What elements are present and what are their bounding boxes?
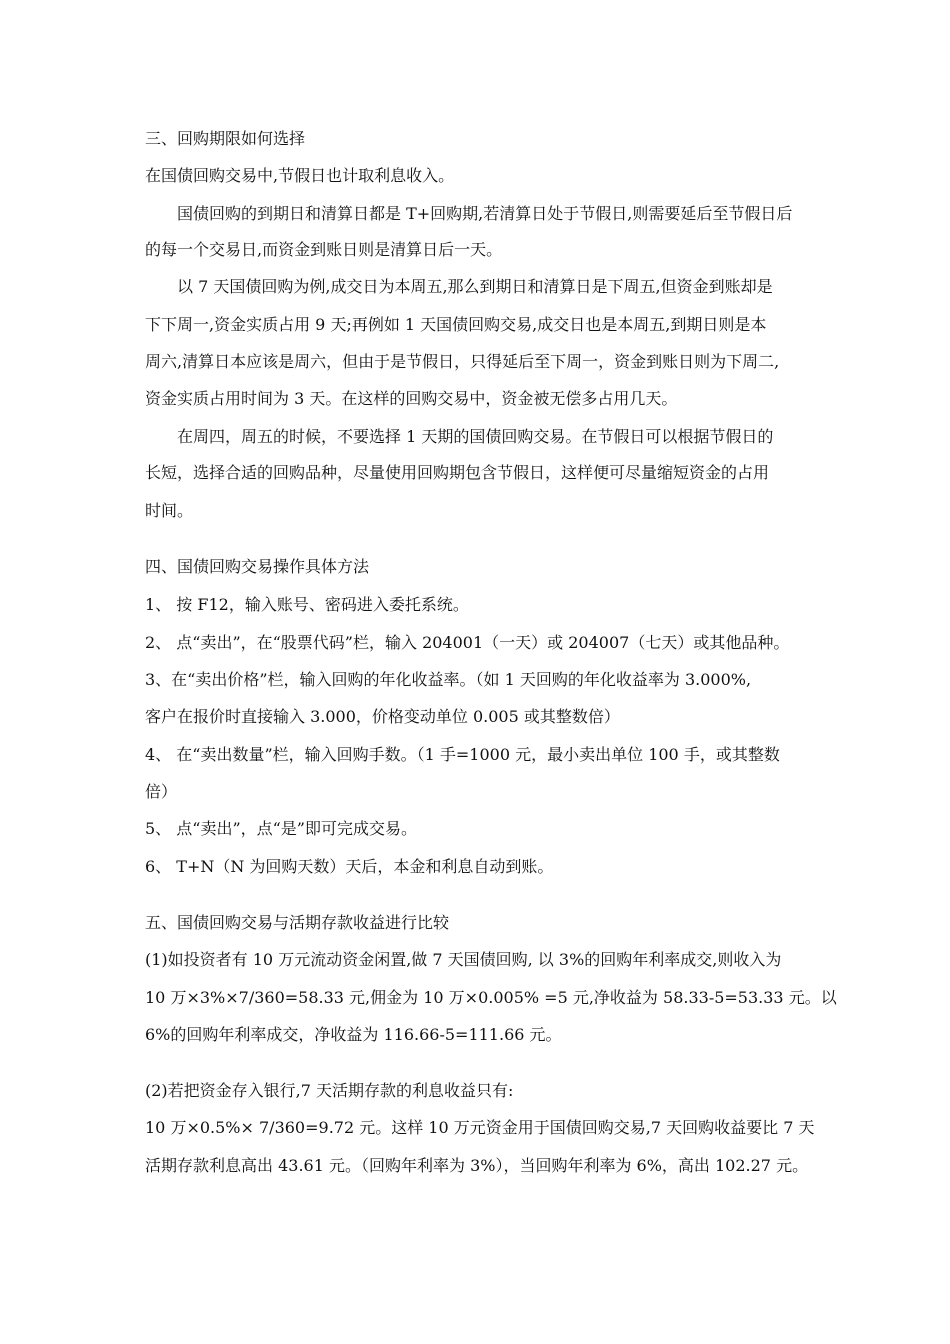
step-line: 5、 点“卖出”，点“是”即可完成交易。 — [145, 819, 417, 838]
step-line: 2、 点“卖出”，在“股票代码”栏，输入 204001（一天）或 204007（七天）或其他品种。 — [145, 633, 790, 652]
paragraph-line: 时间。 — [145, 501, 194, 520]
step-line: 3、在“卖出价格”栏，输入回购的年化收益率。（如 1 天回购的年化收益率为 3.000%, — [145, 670, 752, 689]
comparison-line: (2)若把资金存入银行,7 天活期存款的利息收益只有: — [145, 1081, 514, 1100]
step-line: 倍） — [145, 782, 178, 801]
step-line: 客户在报价时直接输入 3.000，价格变动单位 0.005 或其整数倍） — [145, 707, 620, 726]
paragraph-line: 资金实质占用时间为 3 天。在这样的回购交易中，资金被无偿多占用几天。 — [145, 389, 678, 408]
comparison-line: (1)如投资者有 10 万元流动资金闲置,做 7 天国债回购, 以 3%的回购年利率成交,则收入为 — [145, 950, 782, 969]
paragraph-line: 国债回购的到期日和清算日都是 T+回购期,若清算日处于节假日,则需要延后至节假日后 — [177, 204, 793, 223]
paragraph-line: 下下周一,资金实质占用 9 天;再例如 1 天国债回购交易,成交日也是本周五,到期日则是本 — [145, 315, 767, 334]
comparison-line: 10 万×0.5%× 7/360=9.72 元。这样 10 万元资金用于国债回购交易,7 天回购收益要比 7 天 — [145, 1118, 815, 1137]
section-4-heading: 四、国债回购交易操作具体方法 — [145, 557, 370, 576]
paragraph-line: 的每一个交易日,而资金到账日则是清算日后一天。 — [145, 240, 503, 259]
section-3-intro: 在国债回购交易中,节假日也计取利息收入。 — [145, 166, 455, 185]
step-line: 4、 在“卖出数量”栏，输入回购手数。（1 手=1000 元，最小卖出单位 100 手，或其整数 — [145, 745, 780, 764]
comparison-line: 6%的回购年利率成交，净收益为 116.66-5=111.66 元。 — [145, 1025, 562, 1044]
paragraph-line: 以 7 天国债回购为例,成交日为本周五,那么到期日和清算日是下周五,但资金到账却是 — [177, 277, 773, 296]
paragraph-line: 周六,清算日本应该是周六，但由于是节假日，只得延后至下周一，资金到账日则为下周二, — [145, 352, 780, 371]
paragraph-line: 在周四，周五的时候，不要选择 1 天期的国债回购交易。在节假日可以根据节假日的 — [177, 427, 774, 446]
section-5-heading: 五、国债回购交易与活期存款收益进行比较 — [145, 913, 450, 932]
step-line: 6、 T+N（N 为回购天数）天后，本金和利息自动到账。 — [145, 857, 554, 876]
comparison-line: 10 万×3%×7/360=58.33 元,佣金为 10 万×0.005% =5 元,净收益为 58.33-5=53.33 元。以 — [145, 988, 837, 1007]
section-3-heading: 三、回购期限如何选择 — [145, 129, 306, 148]
step-line: 1、 按 F12，输入账号、密码进入委托系统。 — [145, 595, 469, 614]
paragraph-line: 长短，选择合适的回购品种，尽量使用回购期包含节假日，这样便可尽量缩短资金的占用 — [145, 463, 770, 482]
comparison-line: 活期存款利息高出 43.61 元。（回购年利率为 3%），当回购年利率为 6%，高出 102.27 元。 — [145, 1156, 809, 1175]
